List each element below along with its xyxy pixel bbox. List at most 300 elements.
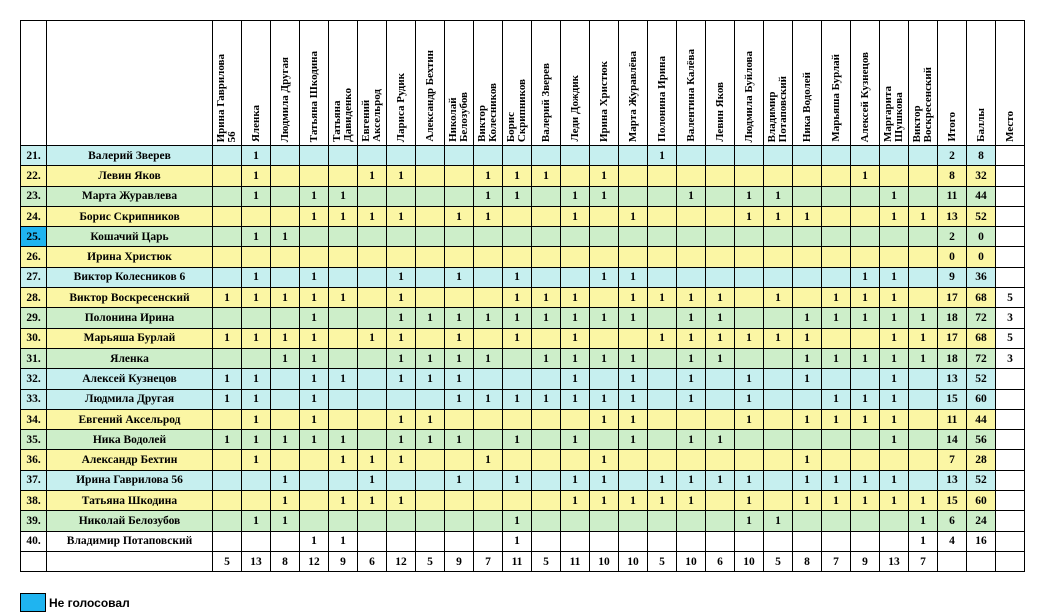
- vote-cell: 1: [880, 308, 909, 328]
- vote-cell: [242, 531, 271, 551]
- vote-cell: [358, 389, 387, 409]
- vote-cell: 1: [648, 288, 677, 308]
- voter-column-header: [880, 21, 909, 146]
- table-row: [21, 389, 1025, 409]
- vote-cell: 1: [590, 348, 619, 368]
- vote-cell: [503, 227, 532, 247]
- vote-cell: 1: [822, 409, 851, 429]
- vote-cell: [648, 389, 677, 409]
- table-row: [21, 146, 1025, 166]
- vote-cell: [213, 450, 242, 470]
- vote-cell: 1: [880, 409, 909, 429]
- vote-cell: [213, 166, 242, 186]
- column-total-cell: 7: [909, 551, 938, 571]
- vote-cell: 1: [880, 186, 909, 206]
- vote-cell: [648, 369, 677, 389]
- vote-cell: 1: [474, 186, 503, 206]
- place-cell: [996, 389, 1025, 409]
- vote-cell: [706, 511, 735, 531]
- vote-cell: [735, 348, 764, 368]
- total-cell: 18: [938, 348, 967, 368]
- place-cell: [996, 491, 1025, 511]
- vote-cell: [300, 166, 329, 186]
- vote-cell: 1: [706, 328, 735, 348]
- vote-cell: 1: [300, 430, 329, 450]
- vote-cell: 1: [416, 308, 445, 328]
- vote-cell: 1: [590, 308, 619, 328]
- vote-cell: 1: [532, 389, 561, 409]
- vote-cell: [590, 328, 619, 348]
- points-cell: 0: [967, 247, 996, 267]
- vote-cell: [880, 450, 909, 470]
- place-cell: [996, 369, 1025, 389]
- place-cell: [996, 186, 1025, 206]
- vote-cell: 1: [851, 308, 880, 328]
- vote-cell: [474, 470, 503, 490]
- voter-column-header-label: Лариса Рудик: [394, 72, 407, 142]
- table-row: [21, 288, 1025, 308]
- vote-cell: 1: [822, 288, 851, 308]
- vote-cell: [474, 369, 503, 389]
- vote-cell: [706, 227, 735, 247]
- vote-cell: [851, 328, 880, 348]
- points-column-header: [967, 21, 996, 146]
- vote-cell: 1: [242, 369, 271, 389]
- voter-column-header-label: Татьяна Шкодина: [307, 50, 320, 142]
- vote-cell: 1: [329, 430, 358, 450]
- vote-cell: [677, 267, 706, 287]
- vote-cell: [300, 470, 329, 490]
- vote-cell: 1: [793, 328, 822, 348]
- vote-cell: [822, 186, 851, 206]
- column-total-cell: 12: [300, 551, 329, 571]
- vote-cell: [648, 186, 677, 206]
- vote-cell: [764, 531, 793, 551]
- vote-cell: 1: [445, 267, 474, 287]
- row-number: 29.: [21, 308, 47, 328]
- vote-cell: [329, 146, 358, 166]
- vote-cell: 1: [561, 369, 590, 389]
- vote-cell: 1: [880, 288, 909, 308]
- voter-column-header: [851, 21, 880, 146]
- vote-cell: 1: [416, 409, 445, 429]
- vote-cell: 1: [706, 288, 735, 308]
- voter-column-header: [416, 21, 445, 146]
- vote-cell: [793, 288, 822, 308]
- column-total-cell: 10: [735, 551, 764, 571]
- vote-cell: [706, 531, 735, 551]
- vote-cell: [387, 247, 416, 267]
- vote-cell: [503, 409, 532, 429]
- vote-cell: 1: [242, 389, 271, 409]
- vote-cell: [561, 450, 590, 470]
- vote-cell: [619, 531, 648, 551]
- vote-cell: 1: [909, 206, 938, 226]
- row-number: 37.: [21, 470, 47, 490]
- vote-cell: 1: [677, 186, 706, 206]
- vote-cell: [909, 227, 938, 247]
- vote-cell: 1: [648, 146, 677, 166]
- vote-cell: [329, 166, 358, 186]
- vote-cell: [822, 206, 851, 226]
- row-number: 27.: [21, 267, 47, 287]
- vote-cell: [909, 470, 938, 490]
- vote-cell: [677, 146, 706, 166]
- vote-cell: 1: [503, 511, 532, 531]
- total-cell: 2: [938, 227, 967, 247]
- table-row: [21, 328, 1025, 348]
- participant-name: Николай Белозубов: [47, 511, 213, 531]
- vote-cell: [764, 166, 793, 186]
- vote-cell: [532, 146, 561, 166]
- vote-cell: [619, 328, 648, 348]
- vote-cell: 1: [706, 470, 735, 490]
- points-cell: 60: [967, 491, 996, 511]
- vote-cell: [764, 369, 793, 389]
- vote-cell: 1: [735, 491, 764, 511]
- voter-column-header-label: Маргарита Шушкова: [882, 86, 905, 142]
- vote-cell: [358, 369, 387, 389]
- vote-cell: [764, 247, 793, 267]
- vote-cell: [474, 430, 503, 450]
- row-number: 30.: [21, 328, 47, 348]
- vote-cell: 1: [793, 348, 822, 368]
- row-number: 32.: [21, 369, 47, 389]
- vote-cell: [416, 389, 445, 409]
- participant-name: Татьяна Шкодина: [47, 491, 213, 511]
- vote-cell: [300, 491, 329, 511]
- vote-cell: 1: [213, 369, 242, 389]
- vote-cell: [735, 146, 764, 166]
- vote-cell: [416, 491, 445, 511]
- vote-cell: [764, 389, 793, 409]
- vote-cell: 1: [358, 166, 387, 186]
- participant-name: Евгений Аксельрод: [47, 409, 213, 429]
- vote-cell: [213, 206, 242, 226]
- vote-cell: [329, 247, 358, 267]
- vote-cell: 1: [300, 389, 329, 409]
- vote-cell: [880, 146, 909, 166]
- vote-cell: [474, 247, 503, 267]
- voter-column-header: [532, 21, 561, 146]
- vote-cell: [590, 206, 619, 226]
- table-row: [21, 511, 1025, 531]
- vote-cell: 1: [561, 288, 590, 308]
- vote-cell: [648, 247, 677, 267]
- table-row: [21, 409, 1025, 429]
- vote-cell: 1: [474, 450, 503, 470]
- vote-cell: [358, 247, 387, 267]
- vote-cell: [793, 531, 822, 551]
- vote-cell: 1: [735, 206, 764, 226]
- header-row: [21, 21, 1025, 146]
- vote-cell: 1: [242, 166, 271, 186]
- vote-cell: [271, 166, 300, 186]
- vote-cell: 1: [677, 491, 706, 511]
- voter-column-header: [387, 21, 416, 146]
- vote-cell: [880, 531, 909, 551]
- vote-cell: 1: [242, 288, 271, 308]
- voter-column-header-label: Николай Белозубов: [447, 92, 470, 142]
- column-total-cell: 13: [242, 551, 271, 571]
- vote-cell: 1: [909, 511, 938, 531]
- vote-cell: 1: [503, 531, 532, 551]
- row-number: 22.: [21, 166, 47, 186]
- vote-cell: [909, 247, 938, 267]
- points-cell: 0: [967, 227, 996, 247]
- participant-name: Владимир Потаповский: [47, 531, 213, 551]
- vote-cell: [677, 206, 706, 226]
- vote-cell: [619, 247, 648, 267]
- place-cell: [996, 146, 1025, 166]
- vote-cell: [416, 247, 445, 267]
- total-cell: 15: [938, 389, 967, 409]
- vote-cell: 1: [764, 288, 793, 308]
- vote-cell: 1: [387, 328, 416, 348]
- column-total-cell: 9: [445, 551, 474, 571]
- voter-column-header: [793, 21, 822, 146]
- vote-cell: 1: [242, 328, 271, 348]
- vote-cell: [561, 166, 590, 186]
- vote-cell: 1: [387, 206, 416, 226]
- vote-cell: 1: [619, 369, 648, 389]
- vote-cell: [851, 227, 880, 247]
- voter-column-header: [503, 21, 532, 146]
- vote-cell: 1: [300, 409, 329, 429]
- vote-cell: 1: [242, 450, 271, 470]
- place-cell: [996, 450, 1025, 470]
- table-row: [21, 267, 1025, 287]
- vote-cell: [706, 247, 735, 267]
- vote-cell: 1: [880, 491, 909, 511]
- vote-cell: 1: [880, 389, 909, 409]
- table-row: [21, 247, 1025, 267]
- vote-cell: 1: [851, 409, 880, 429]
- vote-cell: [764, 308, 793, 328]
- vote-cell: 1: [213, 288, 242, 308]
- place-cell: [996, 166, 1025, 186]
- voter-column-header-label: Людмила Буйлова: [742, 50, 755, 142]
- vote-cell: 1: [300, 531, 329, 551]
- vote-cell: [648, 308, 677, 328]
- vote-cell: [387, 470, 416, 490]
- vote-cell: 1: [590, 409, 619, 429]
- vote-cell: [387, 389, 416, 409]
- vote-cell: 1: [735, 328, 764, 348]
- vote-cell: 1: [242, 511, 271, 531]
- voter-column-header-label: Александр Бехтин: [423, 50, 436, 142]
- place-cell: 5: [996, 288, 1025, 308]
- column-totals-row: [21, 551, 1025, 571]
- voter-column-header-label: Татьяна Давиденко: [331, 88, 354, 142]
- vote-cell: [474, 267, 503, 287]
- vote-cell: 1: [387, 450, 416, 470]
- vote-cell: [329, 328, 358, 348]
- vote-cell: 1: [445, 470, 474, 490]
- vote-cell: [213, 247, 242, 267]
- vote-cell: [532, 470, 561, 490]
- legend-label: Не голосовал: [49, 595, 130, 610]
- vote-cell: 1: [329, 288, 358, 308]
- vote-cell: 1: [532, 308, 561, 328]
- vote-cell: [213, 491, 242, 511]
- vote-cell: 1: [590, 450, 619, 470]
- voter-column-header-label: Валерий Зверев: [539, 62, 552, 142]
- vote-cell: [271, 186, 300, 206]
- total-cell: 17: [938, 328, 967, 348]
- vote-cell: 1: [793, 450, 822, 470]
- vote-cell: [880, 247, 909, 267]
- vote-cell: [271, 247, 300, 267]
- vote-cell: [387, 531, 416, 551]
- vote-cell: [851, 206, 880, 226]
- vote-cell: [503, 247, 532, 267]
- column-total-cell: 7: [822, 551, 851, 571]
- vote-cell: 1: [590, 186, 619, 206]
- vote-cell: [735, 166, 764, 186]
- vote-cell: 1: [851, 288, 880, 308]
- vote-cell: [822, 247, 851, 267]
- vote-cell: 1: [242, 146, 271, 166]
- vote-cell: 1: [271, 511, 300, 531]
- vote-cell: 1: [735, 389, 764, 409]
- vote-cell: 1: [822, 491, 851, 511]
- vote-cell: 1: [387, 409, 416, 429]
- vote-cell: 1: [764, 186, 793, 206]
- voter-column-header-label: Борис Скрипников: [505, 78, 528, 142]
- vote-cell: 1: [909, 491, 938, 511]
- vote-cell: [822, 430, 851, 450]
- vote-cell: 1: [851, 470, 880, 490]
- legend: [20, 593, 130, 612]
- total-cell: 0: [938, 247, 967, 267]
- participant-name: Валерий Зверев: [47, 146, 213, 166]
- vote-cell: 1: [619, 409, 648, 429]
- vote-cell: [648, 166, 677, 186]
- vote-cell: [416, 227, 445, 247]
- vote-cell: [648, 450, 677, 470]
- vote-cell: [822, 267, 851, 287]
- vote-cell: [503, 491, 532, 511]
- vote-cell: [329, 227, 358, 247]
- vote-cell: 1: [619, 288, 648, 308]
- vote-cell: [793, 227, 822, 247]
- vote-cell: 1: [271, 288, 300, 308]
- vote-cell: [213, 146, 242, 166]
- vote-cell: 1: [880, 470, 909, 490]
- vote-cell: [590, 511, 619, 531]
- vote-cell: [474, 531, 503, 551]
- points-cell: 72: [967, 308, 996, 328]
- vote-cell: [590, 247, 619, 267]
- voter-column-header: [329, 21, 358, 146]
- vote-cell: [677, 409, 706, 429]
- total-column-header-label: Итого: [945, 112, 958, 142]
- vote-cell: 1: [677, 430, 706, 450]
- vote-cell: [561, 531, 590, 551]
- column-total-cell: 6: [358, 551, 387, 571]
- vote-cell: 1: [822, 389, 851, 409]
- vote-cell: 1: [793, 470, 822, 490]
- points-column-header-label: Баллы: [974, 108, 987, 142]
- place-cell: 3: [996, 348, 1025, 368]
- vote-cell: 1: [387, 491, 416, 511]
- table-row: [21, 470, 1025, 490]
- vote-cell: [300, 450, 329, 470]
- vote-cell: 1: [619, 206, 648, 226]
- vote-cell: 1: [677, 348, 706, 368]
- vote-cell: [271, 146, 300, 166]
- vote-cell: [909, 450, 938, 470]
- vote-cell: 1: [329, 531, 358, 551]
- voter-column-header: [735, 21, 764, 146]
- voter-column-header-label: Валентина Калёва: [684, 49, 697, 142]
- column-total-cell: 11: [561, 551, 590, 571]
- points-cell: 68: [967, 328, 996, 348]
- vote-cell: [735, 531, 764, 551]
- vote-cell: [880, 511, 909, 531]
- vote-cell: [445, 166, 474, 186]
- vote-cell: 1: [445, 430, 474, 450]
- vote-cell: [561, 247, 590, 267]
- vote-cell: [909, 146, 938, 166]
- participant-name: Ирина Христюк: [47, 247, 213, 267]
- vote-cell: 1: [619, 348, 648, 368]
- vote-cell: 1: [561, 389, 590, 409]
- vote-cell: 1: [300, 288, 329, 308]
- vote-cell: [561, 511, 590, 531]
- vote-cell: 1: [880, 369, 909, 389]
- voter-column-header: [474, 21, 503, 146]
- total-cell: 13: [938, 369, 967, 389]
- vote-cell: [474, 288, 503, 308]
- voter-column-header: [619, 21, 648, 146]
- vote-cell: [300, 146, 329, 166]
- points-cell: 60: [967, 389, 996, 409]
- vote-cell: 1: [329, 369, 358, 389]
- row-number: 40.: [21, 531, 47, 551]
- vote-cell: [532, 531, 561, 551]
- column-total-cell: 10: [619, 551, 648, 571]
- vote-cell: [242, 491, 271, 511]
- voter-column-header-label: Полонина Ирина: [655, 56, 668, 142]
- vote-cell: 1: [561, 328, 590, 348]
- vote-cell: 1: [793, 206, 822, 226]
- vote-cell: [706, 389, 735, 409]
- row-number: 39.: [21, 511, 47, 531]
- vote-cell: 1: [503, 389, 532, 409]
- vote-cell: [387, 146, 416, 166]
- vote-cell: [416, 288, 445, 308]
- vote-cell: 1: [271, 470, 300, 490]
- vote-cell: 1: [445, 348, 474, 368]
- vote-cell: [271, 389, 300, 409]
- vote-cell: [358, 146, 387, 166]
- vote-cell: 1: [271, 430, 300, 450]
- vote-cell: [764, 227, 793, 247]
- vote-cell: 1: [561, 206, 590, 226]
- vote-cell: [822, 511, 851, 531]
- header-name-cell: [47, 21, 213, 146]
- total-cell: 11: [938, 186, 967, 206]
- vote-cell: 1: [706, 430, 735, 450]
- vote-cell: 1: [358, 450, 387, 470]
- total-cell: 14: [938, 430, 967, 450]
- vote-cell: 1: [880, 267, 909, 287]
- vote-cell: [909, 166, 938, 186]
- vote-cell: [851, 146, 880, 166]
- vote-cell: 1: [590, 166, 619, 186]
